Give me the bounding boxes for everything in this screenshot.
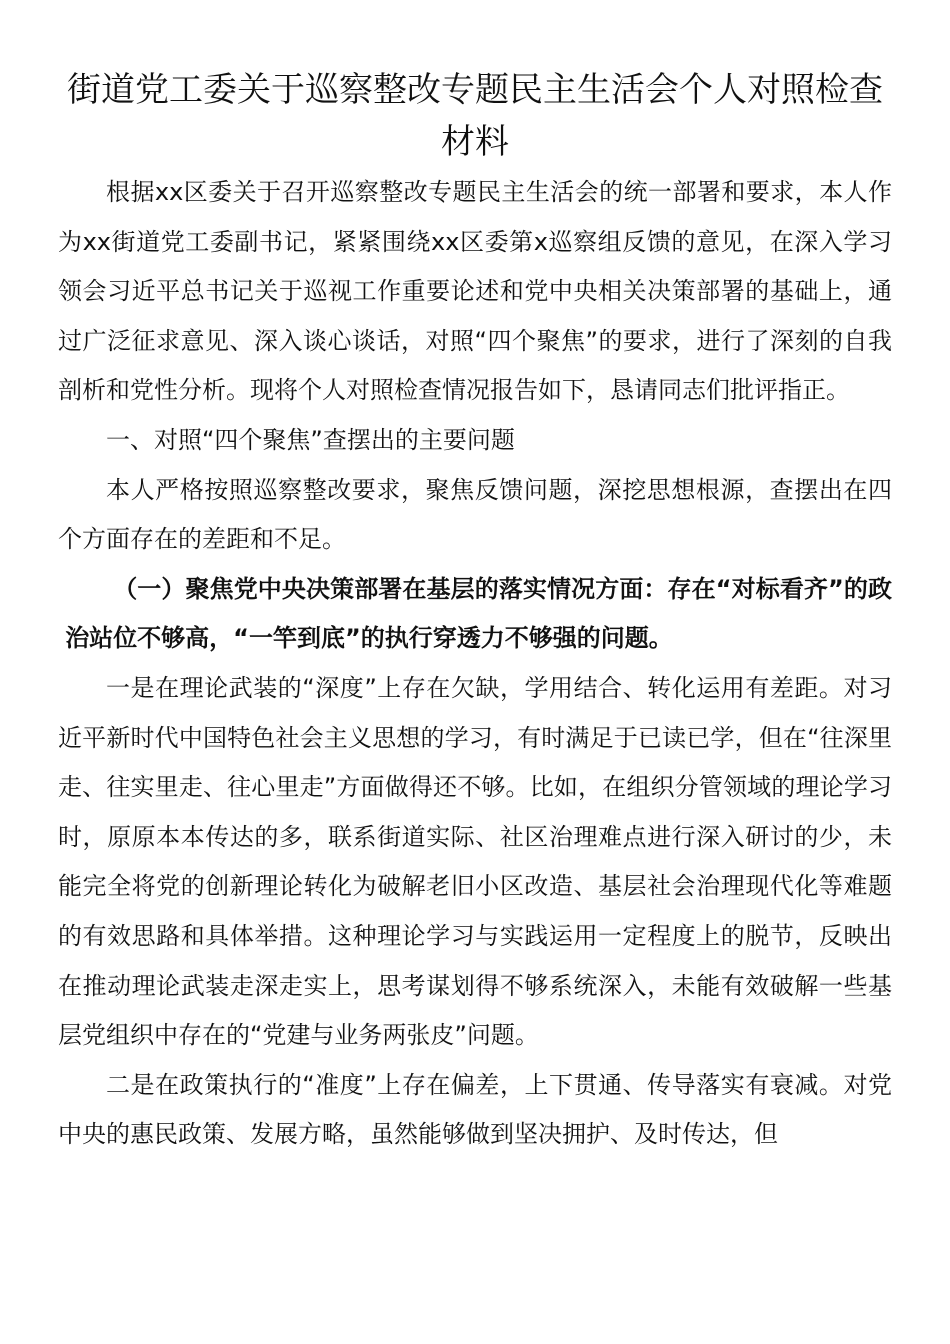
section-intro-paragraph: 本人严格按照巡察整改要求，聚焦反馈问题，深挖思想根源，查摆出在四个方面存在的差距和不足。 bbox=[58, 475, 892, 554]
intro-paragraph: 根据xx区委关于召开巡察整改专题民主生活会的统一部署和要求，本人作为xx街道党工委副书记，紧紧围绕xx区委第x巡察组反馈的意见，在深入学习领会习近平总书记关于巡视工作重要论述和党中央相关决策部署的基础上，通过广泛征求意见、深入谈心谈话，对照“四个聚焦”的要求，进行了深刻的自我剖析和党性分析。现将个人对照检查情况报告如下，恳请同志们批评指正。 bbox=[58, 178, 892, 405]
subsection-heading-1: （一）聚焦党中央决策部署在基层的落实情况方面：存在“对标看齐”的政治站位不够高，“一竿到底”的执行穿透力不够强的问题。 bbox=[65, 574, 892, 653]
document-title: 街道党工委关于巡察整改专题民主生活会个人对照检查材料 bbox=[67, 70, 883, 162]
body-paragraph-1: 一是在理论武装的“深度”上存在欠缺，学用结合、转化运用有差距。对习近平新时代中国特色社会主义思想的学习，有时满足于已读已学，但在“往深里走、往实里走、往心里走”方面做得还不够。比如，在组织分管领域的理论学习时，原原本本传达的多，联系街道实际、社区治理难点进行深入研讨的少，未能完全将党的创新理论转化为破解老旧小区改造、基层社会治理现代化等难题的有效思路和具体举措。这种理论学习与实践运用一定程度上的脱节，反映出在推动理论武装走深走实上，思考谋划得不够系统深入，未能有效破解一些基层党组织中存在的“党建与业务两张皮”问题。 bbox=[58, 673, 892, 1050]
document-page bbox=[58, 64, 892, 1160]
body-paragraph-2: 二是在政策执行的“准度”上存在偏差，上下贯通、传导落实有衰减。对党中央的惠民政策、发展方略，虽然能够做到坚决拥护、及时传达，但 bbox=[58, 1070, 892, 1149]
section-heading-1: 一、对照“四个聚焦”查摆出的主要问题 bbox=[106, 425, 515, 454]
